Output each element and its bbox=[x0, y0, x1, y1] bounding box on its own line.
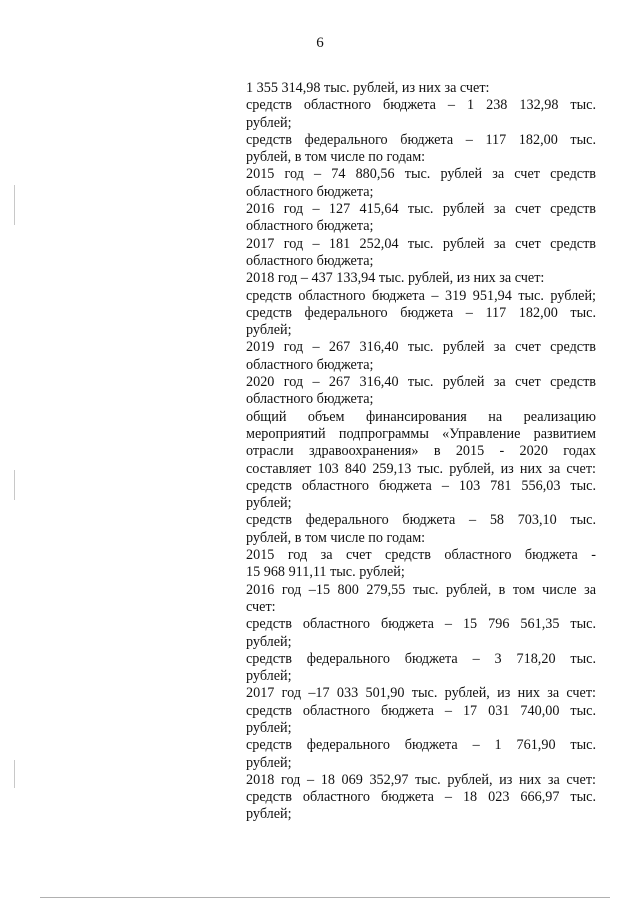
scan-bottom-edge bbox=[40, 897, 610, 898]
scan-edge-mark bbox=[14, 760, 15, 788]
text-line: средств областного бюджета – 17 031 740,00 тыс. bbox=[246, 702, 596, 719]
text-line: рублей, в том числе по годам: bbox=[246, 529, 426, 546]
text-line: средств федерального бюджета – 58 703,10 тыс. bbox=[246, 512, 596, 529]
text-line: счет: bbox=[246, 598, 276, 615]
text-line: областного бюджета; bbox=[246, 391, 374, 408]
scan-edge-mark bbox=[14, 185, 15, 225]
text-line: рублей, в том числе по годам: bbox=[246, 149, 426, 166]
text-line: средств областного бюджета – 1 238 132,98 тыс. bbox=[246, 97, 596, 114]
text-line: 2018 год – 437 133,94 тыс. рублей, из них за счет: bbox=[246, 270, 545, 287]
document-body bbox=[246, 80, 596, 824]
text-line: рублей; bbox=[246, 668, 292, 685]
text-line: 2018 год – 18 069 352,97 тыс. рублей, из них за счет: bbox=[246, 771, 596, 788]
text-line: средств федерального бюджета – 117 182,00 тыс. bbox=[246, 131, 596, 148]
text-line: рублей; bbox=[246, 633, 292, 650]
text-line: 2016 год – 127 415,64 тыс. рублей за счет средств bbox=[246, 201, 596, 218]
text-line: 2015 год – 74 880,56 тыс. рублей за счет средств bbox=[246, 166, 596, 183]
text-line: средств федерального бюджета – 117 182,00 тыс. bbox=[246, 304, 596, 321]
text-line: средств областного бюджета – 103 781 556,03 тыс. bbox=[246, 477, 596, 494]
text-line: рублей; bbox=[246, 114, 292, 131]
text-line: рублей; bbox=[246, 754, 292, 771]
text-line: отрасли здравоохранения» в 2015 - 2020 годах bbox=[246, 443, 596, 460]
text-line: 2017 год –17 033 501,90 тыс. рублей, из них за счет: bbox=[246, 685, 596, 702]
text-line: рублей; bbox=[246, 806, 292, 823]
text-line: 2016 год –15 800 279,55 тыс. рублей, в том числе за bbox=[246, 581, 596, 598]
text-line: 2019 год – 267 316,40 тыс. рублей за счет средств bbox=[246, 339, 596, 356]
text-line: областного бюджета; bbox=[246, 356, 374, 373]
text-line: составляет 103 840 259,13 тыс. рублей, из них за счет: bbox=[246, 460, 596, 477]
text-line: средств областного бюджета – 18 023 666,97 тыс. bbox=[246, 789, 596, 806]
text-line: общий объем финансирования на реализацию bbox=[246, 408, 596, 425]
page-number: 6 bbox=[316, 35, 324, 51]
text-line: областного бюджета; bbox=[246, 252, 374, 269]
text-line: 1 355 314,98 тыс. рублей, из них за счет: bbox=[246, 80, 490, 96]
text-line: областного бюджета; bbox=[246, 183, 374, 200]
text-line: рублей; bbox=[246, 719, 292, 736]
text-line: 2020 год – 267 316,40 тыс. рублей за счет средств bbox=[246, 374, 596, 391]
text-line: рублей; bbox=[246, 495, 292, 512]
text-line: средств областного бюджета – 319 951,94 тыс. рублей; bbox=[246, 287, 596, 304]
text-line: мероприятий подпрограммы «Управление развитием bbox=[246, 425, 596, 442]
text-line: 2015 год за счет средств областного бюджета - bbox=[246, 547, 596, 564]
text-line: 15 968 911,11 тыс. рублей; bbox=[246, 564, 405, 581]
text-line: средств областного бюджета – 15 796 561,35 тыс. bbox=[246, 616, 596, 633]
text-line: 2017 год – 181 252,04 тыс. рублей за счет средств bbox=[246, 235, 596, 252]
text-line: средств федерального бюджета – 3 718,20 тыс. bbox=[246, 650, 596, 667]
text-line: средств федерального бюджета – 1 761,90 тыс. bbox=[246, 737, 596, 754]
scan-edge-mark bbox=[14, 470, 15, 500]
text-line: рублей; bbox=[246, 322, 292, 339]
text-line: областного бюджета; bbox=[246, 218, 374, 235]
